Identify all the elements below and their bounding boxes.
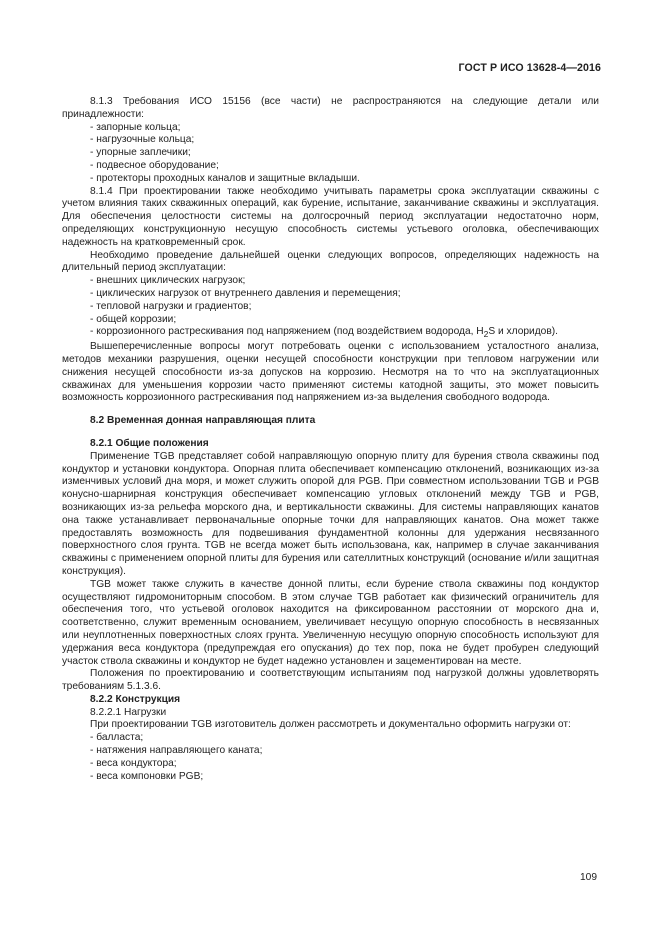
- list-item: - общей коррозии;: [90, 313, 177, 325]
- list-item: - нагрузочные кольца;: [90, 134, 195, 146]
- list-item-text: - коррозионного растрескивания под напряжением (под воздействием водорода, H: [90, 326, 484, 338]
- paragraph-loads-intro: При проектировании TGB изготовитель должен рассмотреть и документально оформить нагрузки от:: [90, 719, 571, 731]
- subscript-2: 2: [483, 329, 489, 340]
- paragraph-8-1-4: 8.1.4 При проектировании также необходимо учитывать параметры срока эксплуатации скважины с учетом влияния таких скважинных операций, как бурение, испытание, заканчивание скважины и эксплуатация. Для обеспечения целостности системы на долгосрочный период эксплуатации недостаточно норм, определяющих конструкционную несущую способность системы устьевого оголовка, обеспечивающих надежность на кратковременный срок.: [62, 185, 599, 248]
- list-item: - тепловой нагрузки и градиентов;: [90, 300, 252, 312]
- paragraph-assessment-intro: Необходимо проведение дальнейшей оценки следующих вопросов, определяющих надежность на длительный период эксплуатации:: [62, 249, 599, 274]
- list-item-text: S и хлоридов).: [488, 326, 558, 338]
- list-item: - балласта;: [90, 732, 144, 744]
- subsection-heading-8-2-2-1: 8.2.2.1 Нагрузки: [90, 706, 167, 718]
- list-item: - веса кондуктора;: [90, 757, 177, 769]
- paragraph-analysis: Вышеперечисленные вопросы могут потребовать оценки с использованием усталостного анализа, методов механики разрушения, оценки несущей способности конструкции при тепловом нагружении или снижения несущей способности из-за допусков на коррозию. Несмотря на то что на эксплуатационных скважинах для уменьшения коррозии часто применяют системы катодной защиты, это может повысить возможность коррозионного растрескивания под напряжением из-за выделения свободного водорода.: [62, 341, 599, 404]
- list-item: - внешних циклических нагрузок;: [90, 275, 246, 287]
- page-number: 109: [580, 872, 597, 883]
- subsection-heading-8-2-1: 8.2.1 Общие положения: [90, 437, 209, 449]
- document-header: ГОСТ Р ИСО 13628-4—2016: [458, 62, 601, 74]
- paragraph-tgb-purpose: Применение TGB представляет собой направляющую опорную плиту для бурения ствола скважины под кондуктор и установки кондуктора. Опорная плита обеспечивает компенсацию отклонений, возникающих из-за изменчивых условий дна моря, и может служить опорой для PGB. При совместном использовании TGB и PGB конусно-шарнирная конструкция обеспечивает компенсацию угловых отклонений между TGB и PGB, возникающих из-за рельефа морского дна, и вертикальности скважины. Для системы направляющих канатов она также устанавливает первоначальные опорные точки для направляющих канатов. Она может также предоставлять возможность для подвешивания фундаментной колонны для удержания несвязанного поверхностного слоя грунта. TGB не всегда может быть использована, как, например в случае заканчивания скважины с применением опорной плиты для бурения или сателлитных конструкций (основание и/или защитная конструкция).: [62, 450, 599, 577]
- list-item: - протекторы проходных каналов и защитные вкладыши.: [90, 172, 360, 184]
- paragraph-tgb-base-plate: TGB может также служить в качестве донной плиты, если бурение ствола скважины под кондуктор осуществляют гидромониторным способом. В этом случае TGB работает как физический ограничитель для обеспечения того, что устьевой оголовок находится на фиксированном расстоянии от морского дна и, соответственно, служит временным основанием, увеличивает несущую опорную способность в несвязанных или неуплотненных поверхностных слоях грунта. Увеличенную несущую опорную способность используют для удержания веса кондуктора (предупреждая его опускания) до тех пор, пока не будет пробурен следующий участок ствола скважины и кондуктор не будет надежно установлен и зацементирован на месте.: [62, 578, 599, 667]
- list-item: - веса компоновки PGB;: [90, 770, 204, 782]
- list-item: - подвесное оборудование;: [90, 159, 219, 171]
- list-item: - упорные заплечики;: [90, 147, 191, 159]
- paragraph-8-1-3: 8.1.3 Требования ИСО 15156 (все части) не распространяются на следующие детали или принадлежности:: [62, 96, 599, 120]
- list-item: - запорные кольца;: [90, 121, 181, 133]
- document-body: [62, 96, 599, 783]
- section-heading-8-2: 8.2 Временная донная направляющая плита: [90, 415, 316, 427]
- list-item: - циклических нагрузок от внутреннего давления и перемещения;: [90, 287, 401, 299]
- list-item-corrosion-cracking: [62, 326, 599, 341]
- paragraph-design-requirements: Положения по проектированию и соответствующим испытаниям под нагрузкой должны удовлетворять требованиям 5.1.3.6.: [62, 668, 599, 693]
- list-item: - натяжения направляющего каната;: [90, 745, 263, 757]
- subsection-heading-8-2-2: 8.2.2 Конструкция: [90, 693, 181, 705]
